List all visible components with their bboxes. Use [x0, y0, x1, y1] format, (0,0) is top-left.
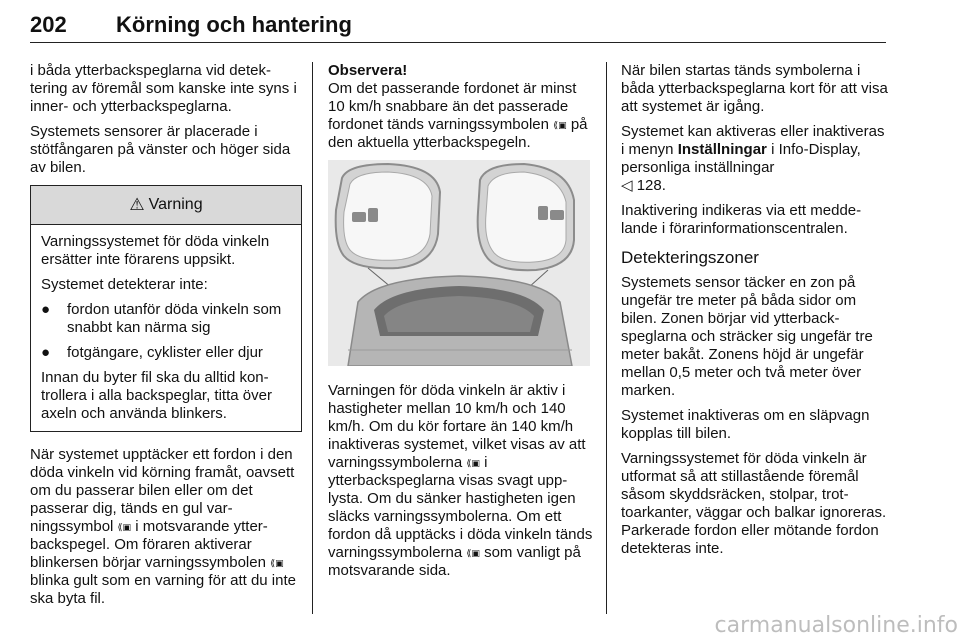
- paragraph: Innan du byter fil ska du alltid kontrollera i alla backspeglar, titta över axeln och använda blinkers.: [41, 369, 272, 422]
- paragraph: Systemets sensor täcker en zon på ungefär tre meter på båda sidor om bilen. Zonen börjar vid ytterbackspeglarna och sträcker sig ungefär tre meter bakåt. Zonens höjd är ungefär mellan 0,5 meter och två meter över marken.: [621, 274, 873, 399]
- column-1: [30, 62, 302, 615]
- chapter-title: Körning och hantering: [116, 12, 352, 37]
- blind-spot-symbol-icon: ⟪▣: [466, 458, 480, 468]
- paragraph: Systemet inaktiveras om en släpvagn kopplas till bilen.: [621, 407, 870, 442]
- paragraph: Systemet detekterar inte:: [41, 276, 208, 293]
- list-item-text: fordon utanför döda vinkeln som snabbt kan närma sig: [67, 301, 282, 336]
- paragraph: [30, 446, 302, 608]
- note: [328, 62, 594, 152]
- mirror-illustration: [328, 160, 590, 366]
- text-segment: i motsvarande ytterbackspegel. Om föraren aktiverar blinkersen börjar varningssymbolen: [30, 518, 268, 571]
- warning-triangle-icon: ⚠: [129, 195, 145, 214]
- page-reference: 128.: [636, 177, 666, 194]
- column-divider: [312, 62, 313, 614]
- page-number: 202: [30, 12, 67, 37]
- list-item: [41, 301, 293, 337]
- text-segment: blinka gult som en varning för att du inte ska byta fil.: [30, 572, 296, 607]
- text-segment: När systemet upptäcker ett fordon i den döda vinkeln vid körning framåt, oavsett om du passerar bilen eller om det passerar dig, tänds en gul varningssymbol: [30, 446, 295, 535]
- paragraph: Systemets sensorer är placerade i stötfångaren på vänster och höger sida av bilen.: [30, 123, 291, 176]
- menu-name: Inställningar: [677, 141, 767, 158]
- page-ref-arrow-icon: ◁: [621, 177, 633, 194]
- side-mirrors-car-illustration: [328, 160, 590, 366]
- text-segment: som vanligt på motsvarande sida.: [328, 544, 581, 579]
- blind-spot-symbol-icon: ⟪▣: [553, 120, 567, 130]
- text-segment: Varningen för döda vinkeln är aktiv i hastigheter mellan 10 km/h och 140 km/h. Om du kör fortare än 140 km/h inaktiveras systemet, vilket visas av att varningssymbolerna: [328, 382, 586, 471]
- warning-header: [31, 186, 301, 225]
- paragraph: Varningssystemet för döda vinkeln är utformat så att stillastående föremål såsom skyddsräcken, stolpar, trottoarkanter, väggar och balkar ignoreras. Parkerade fordon eller mötande fordon detekteras inte.: [621, 450, 887, 557]
- text-segment: i Info-Display, personliga inställningar: [621, 141, 861, 176]
- warning-title: Varning: [148, 196, 203, 213]
- column-divider: [606, 62, 607, 614]
- bullet-icon: ●: [41, 301, 51, 318]
- column-3: [621, 62, 891, 565]
- list-item-text: fotgängare, cyklister eller djur: [67, 344, 263, 361]
- paragraph: När bilen startas tänds symbolerna i båda ytterbackspeglarna kort för att visa att systemet är igång.: [621, 62, 888, 115]
- text-segment: på den aktuella ytterbackspegeln.: [328, 116, 588, 151]
- note-title: Observera!: [328, 62, 408, 79]
- text-segment: i ytterbackspeglarna visas svagt upplysta. Om du sänker hastigheten igen släcks varningssymbolerna. Om ett fordon då upptäcks i döda vinkeln tänds varningssymbolerna: [328, 454, 593, 561]
- text-segment: Systemet kan aktiveras eller inaktiveras i menyn: [621, 123, 885, 158]
- column-2: [328, 62, 594, 587]
- section-heading: Detekteringszoner: [621, 248, 759, 267]
- warning-body: [31, 225, 301, 431]
- blind-spot-symbol-icon: ⟪▣: [117, 522, 132, 532]
- paragraph: Varningssystemet för döda vinkeln ersätter inte förarens uppsikt.: [41, 233, 270, 268]
- paragraph: Inaktivering indikeras via ett meddelande i förarinformationscentralen.: [621, 202, 862, 237]
- text-segment: Om det passerande fordonet är minst 10 km/h snabbare än det passerade fordonet tänds varningssymbolen: [328, 80, 577, 133]
- warning-box: [30, 185, 302, 432]
- list-item: [41, 344, 293, 362]
- bullet-icon: ●: [41, 344, 51, 361]
- paragraph: i båda ytterbackspeglarna vid detektering av föremål som kanske inte syns i inner- och ytterbackspeglarna.: [30, 62, 297, 115]
- blind-spot-symbol-icon: ⟪▣: [466, 548, 480, 558]
- blind-spot-symbol-icon: ⟪▣: [270, 558, 284, 568]
- paragraph: [328, 382, 594, 580]
- paragraph: [621, 123, 891, 195]
- page-header: [30, 12, 886, 43]
- watermark: carmanualsonline.info: [714, 613, 958, 638]
